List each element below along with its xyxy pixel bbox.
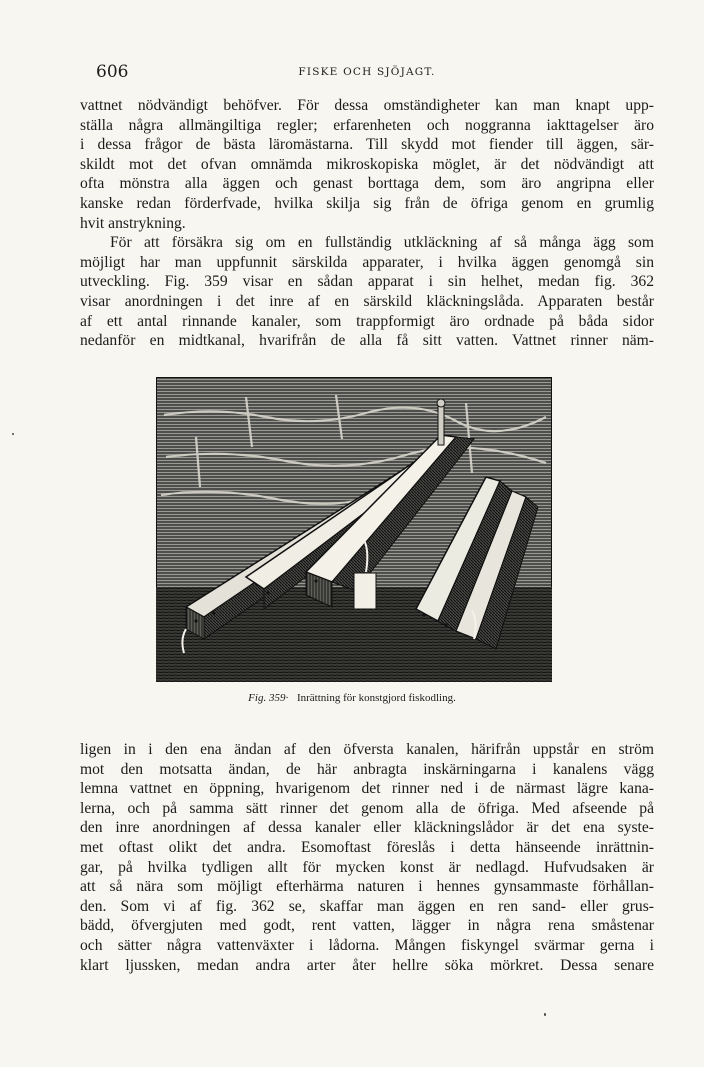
text-line: lerna, och på samma sätt rinner det genom alla de öfriga. Med afseende på	[80, 799, 654, 817]
page-header	[82, 62, 652, 84]
text-line: skildt mot det ofvan omnämda mikroskopiska möglet, är det nödvändigt att	[80, 155, 654, 173]
text-block-top	[80, 96, 654, 351]
text-line: bädd, öfvergjuten med godt, rent vatten, lägger in några rena småstenar	[80, 917, 654, 935]
figure-caption-text: Inrättning för konstgjord fiskodling.	[296, 692, 456, 704]
text-line: af ett antal rinnande kanaler, som trappformigt äro ordnade på båda sidor	[80, 312, 654, 330]
text-line: hvit anstrykning.	[80, 214, 186, 232]
figure-caption	[0, 692, 704, 704]
text-line: ligen in i den ena ändan af den öfversta kanalen, härifrån uppstår en ström	[80, 741, 654, 758]
text-line: ställa några allmängiltiga regler; erfarenheten och noggranna iakttagelser äro	[80, 116, 654, 134]
figure-359-engraving	[156, 377, 552, 682]
text-line: kanske redan förderfvade, hvilka skilja sig från de öfriga genom en grumlig	[80, 194, 654, 212]
text-line: visar anordningen i det inre af en särskild kläckningslåda. Apparaten består	[80, 292, 654, 310]
text-line: mot den motsatta ändan, de här anbragta inskärningarna i kanalens vägg	[80, 760, 654, 778]
text-line: ofta mönstra alla äggen och genast borttaga dem, som äro angripna eller	[80, 175, 654, 193]
text-line: i dessa frågor de bästa läromästarna. Till skydd mot fiender till äggen, sär-	[80, 136, 654, 154]
text-line: klart ljussken, medan andra arter åter hellre söka mörkret. Dessa senare	[80, 956, 654, 974]
text-line: och sätter några vattenväxter i lådorna. Mången fiskyngel svärmar gerna i	[80, 936, 654, 954]
text-line: den inre anordningen af dessa kanaler eller kläckningslådor är det ena syste-	[80, 819, 654, 837]
text-block-bottom	[80, 740, 654, 975]
paper-speck	[544, 1013, 546, 1016]
text-line: att så nära som möjligt efterhärma naturen i hennes gynsammaste förhållan-	[80, 878, 654, 896]
text-line: met oftast olikt det andra. Esomoftast föreslås i detta hänseende inrättnin-	[80, 838, 654, 856]
text-line: den. Som vi af fig. 362 se, skaffar man äggen en ren sand- eller grus-	[80, 897, 654, 915]
text-line: vattnet nödvändigt behöfver. För dessa omständigheter kan man knapt upp-	[80, 97, 654, 114]
text-line: För att försäkra sig om en fullständig utkläckning af så många ägg som	[110, 234, 654, 252]
text-line: nedanför en midtkanal, hvarifrån de alla få sitt vatten. Vattnet rinner näm-	[80, 332, 654, 350]
running-head: FISKE OCH SJÖJAGT.	[298, 66, 436, 78]
page-number: 606	[96, 62, 129, 82]
text-line: möjligt har man uppfunnit särskilda apparater, i hvilka äggen genomgå sin	[80, 253, 654, 271]
text-line: gar, på hvilka tydligen allt för mycken konst är nedlagd. Hufvudsaken är	[80, 858, 654, 876]
text-line: utveckling. Fig. 359 visar en sådan apparat i sin helhet, medan fig. 362	[80, 273, 654, 291]
text-line: lemna vattnet en öppning, hvarigenom det rinner ned i de närmast lägre kana-	[80, 780, 654, 798]
paper-speck	[12, 433, 14, 435]
figure-number: Fig. 359·	[248, 692, 289, 704]
